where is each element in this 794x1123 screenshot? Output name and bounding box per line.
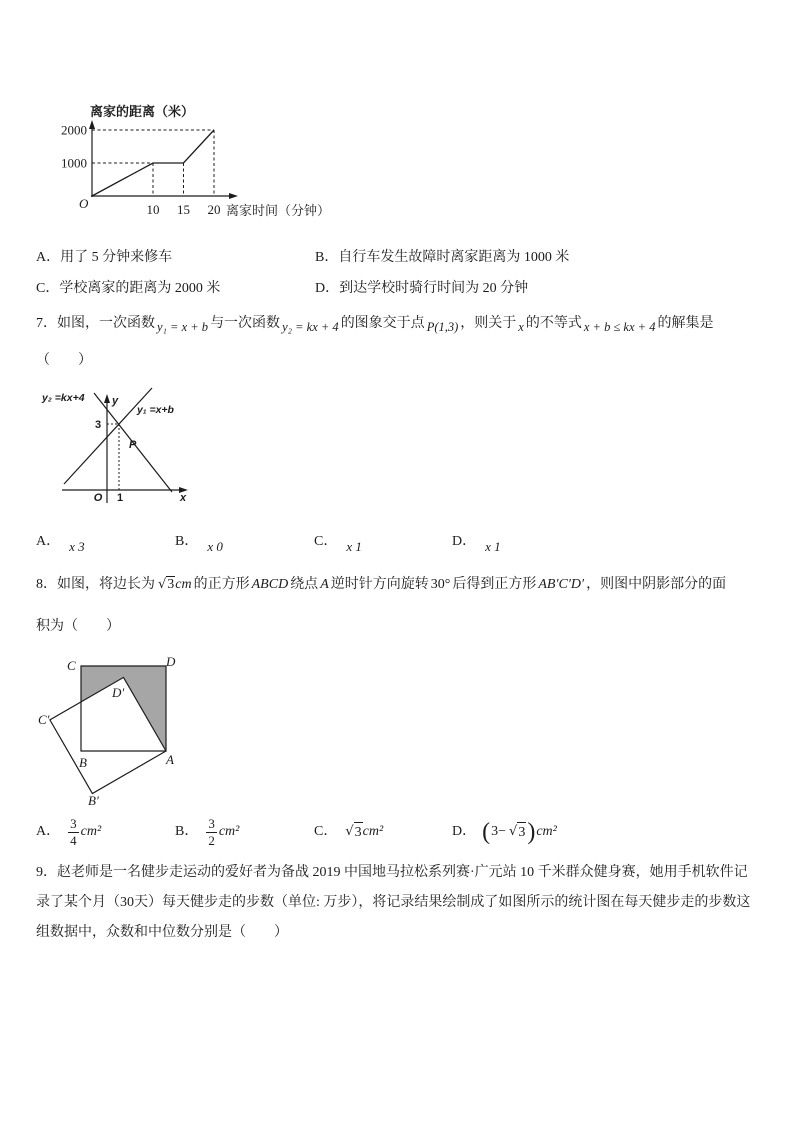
- unit: cm²: [80, 824, 102, 839]
- q8-option-d: [452, 815, 559, 849]
- option-letter: A．: [36, 534, 61, 549]
- q7-option-d: [452, 531, 501, 552]
- denominator: 2: [208, 832, 215, 848]
- y-tick-label: 3: [94, 419, 102, 431]
- vertex-label-d-prime: D′: [112, 685, 125, 700]
- shaded-region: [81, 666, 166, 751]
- vertex-label-a: A: [166, 752, 174, 767]
- q8-stem: [36, 575, 726, 595]
- q7-option-b: [175, 531, 223, 552]
- expression-lead: 3−: [491, 824, 507, 839]
- x-tick-label: 1: [116, 492, 124, 504]
- radical-sign: √: [345, 824, 354, 839]
- q7-option-c: [314, 531, 362, 552]
- y2-function-label: y₂ =kx+4: [42, 392, 85, 404]
- vertex-label-c: C: [67, 658, 76, 673]
- q7-stem-text: 7．如图，一次函数: [36, 316, 155, 331]
- open-paren: (: [482, 819, 491, 845]
- vertex-label-c-prime: C′: [38, 712, 50, 727]
- unit: cm²: [536, 824, 557, 839]
- q8-stem-line-2: 积为（ ）: [36, 619, 120, 634]
- q7-stem-text: 与一次函数: [210, 316, 281, 331]
- q8-stem-text: 的正方形: [193, 577, 250, 592]
- x-tick-label: 15: [177, 202, 190, 217]
- q7-option-a: [36, 531, 85, 552]
- option-value: x 0: [207, 539, 223, 554]
- y-tick-label: 2000: [61, 122, 87, 138]
- q8-stem-text: 8．如图，将边长为: [36, 577, 155, 592]
- q8-option-c: [314, 815, 385, 849]
- q6-option-d: D．到达学校时骑行时间为 20 分钟: [315, 281, 529, 296]
- radical-sign: √: [509, 824, 518, 839]
- option-value: x 1: [485, 539, 501, 554]
- q9-stem-line-3: 组数据中，众数和中位数分别是（ ）: [36, 925, 288, 940]
- vertex-label-b: B: [79, 755, 87, 770]
- fraction: [206, 817, 217, 848]
- x-axis-label: x: [180, 492, 187, 504]
- y-tick-label: 1000: [61, 155, 87, 171]
- y-axis-label: 离家的距离（米）: [90, 104, 195, 119]
- y-axis-arrow: [89, 120, 95, 129]
- x-axis-label: 离家时间（分钟）: [226, 203, 331, 218]
- point-p-label: P: [129, 439, 137, 451]
- q7-stem-text: ，则关于: [460, 316, 517, 331]
- radicand: 3: [167, 577, 175, 592]
- q7-variable-x: x: [518, 320, 524, 334]
- q7-stem-text: 的解集是: [657, 316, 714, 331]
- option-letter: D．: [452, 824, 477, 839]
- denominator: 4: [70, 832, 77, 848]
- q6-option-a: A．用了 5 分钟来修车: [36, 250, 173, 265]
- x-axis-arrow: [229, 193, 238, 199]
- unit: cm: [175, 577, 192, 592]
- option-letter: B．: [175, 824, 199, 839]
- point-name: A: [320, 577, 329, 592]
- x-tick-label: 20: [207, 202, 221, 217]
- fraction: [68, 817, 79, 848]
- option-value: x 1: [346, 539, 362, 554]
- q7-answer-paren: （ ）: [36, 353, 92, 368]
- option-letter: B．: [175, 534, 199, 549]
- option-letter: A．: [36, 824, 61, 839]
- q7-stem-text: 的不等式: [525, 316, 582, 331]
- q7-stem: [36, 313, 713, 333]
- option-letter: C．: [314, 534, 338, 549]
- rotated-square-name: AB′C′D′: [538, 577, 585, 592]
- linear-functions-graph: [38, 386, 194, 506]
- q7-expression-y2: y₂ = kx + 4: [282, 320, 339, 334]
- close-paren: ): [527, 819, 536, 845]
- rotation-angle: 30°: [430, 577, 451, 592]
- radical-sign: √: [158, 577, 167, 592]
- radicand: 3: [517, 822, 526, 843]
- origin-label: O: [93, 492, 103, 504]
- square-name: ABCD: [251, 577, 289, 592]
- q7-inequality: x + b ≤ kx + 4: [583, 320, 656, 334]
- numerator: 3: [208, 815, 215, 831]
- option-value: x 3: [69, 539, 85, 554]
- vertex-label-d: D: [166, 654, 176, 669]
- q7-point-p: P(1,3): [426, 320, 459, 334]
- rotated-squares-figure: [34, 652, 194, 812]
- numerator: 3: [70, 815, 77, 831]
- q6-option-c: C．学校离家的距离为 2000 米: [36, 281, 221, 296]
- q8-stem-text: 逆时针方向旋转: [330, 577, 429, 592]
- q8-stem-text: 后得到正方形: [452, 577, 537, 592]
- q7-expression-y1: y₁ = x + b: [157, 320, 209, 334]
- q8-stem-text: ，则图中阴影部分的面: [586, 577, 727, 592]
- q8-stem-text: 绕点: [290, 577, 319, 592]
- y-axis-label: y: [112, 395, 119, 407]
- unit: cm²: [218, 824, 240, 839]
- vertex-label-b-prime: B′: [88, 793, 99, 808]
- q8-option-a: [36, 815, 103, 849]
- y1-function-label: y₁ =x+b: [137, 404, 174, 416]
- unit: cm²: [362, 824, 384, 839]
- q9-stem-line-2: 录了某个月（30天）每天健步走的步数（单位: 万步），将记录结果绘制成了如图所示的统计图在每天健步走的步数这: [36, 895, 751, 910]
- x-tick-label: 10: [146, 202, 160, 217]
- option-letter: D．: [452, 534, 477, 549]
- q8-option-b: [175, 815, 241, 849]
- option-letter: C．: [314, 824, 338, 839]
- y-axis-arrow: [104, 394, 110, 403]
- q6-option-b: B．自行车发生故障时离家距离为 1000 米: [315, 250, 570, 265]
- radicand: 3: [354, 822, 363, 843]
- q9-stem-line-1: 9．赵老师是一名健步走运动的爱好者为备战 2019 中国地马拉松系列赛·广元站 10 千米群众健身赛，她用手机软件记: [36, 865, 748, 880]
- origin-label: O: [79, 196, 89, 211]
- distance-time-graph: [50, 98, 340, 224]
- q7-stem-text: 的图象交于点: [340, 316, 425, 331]
